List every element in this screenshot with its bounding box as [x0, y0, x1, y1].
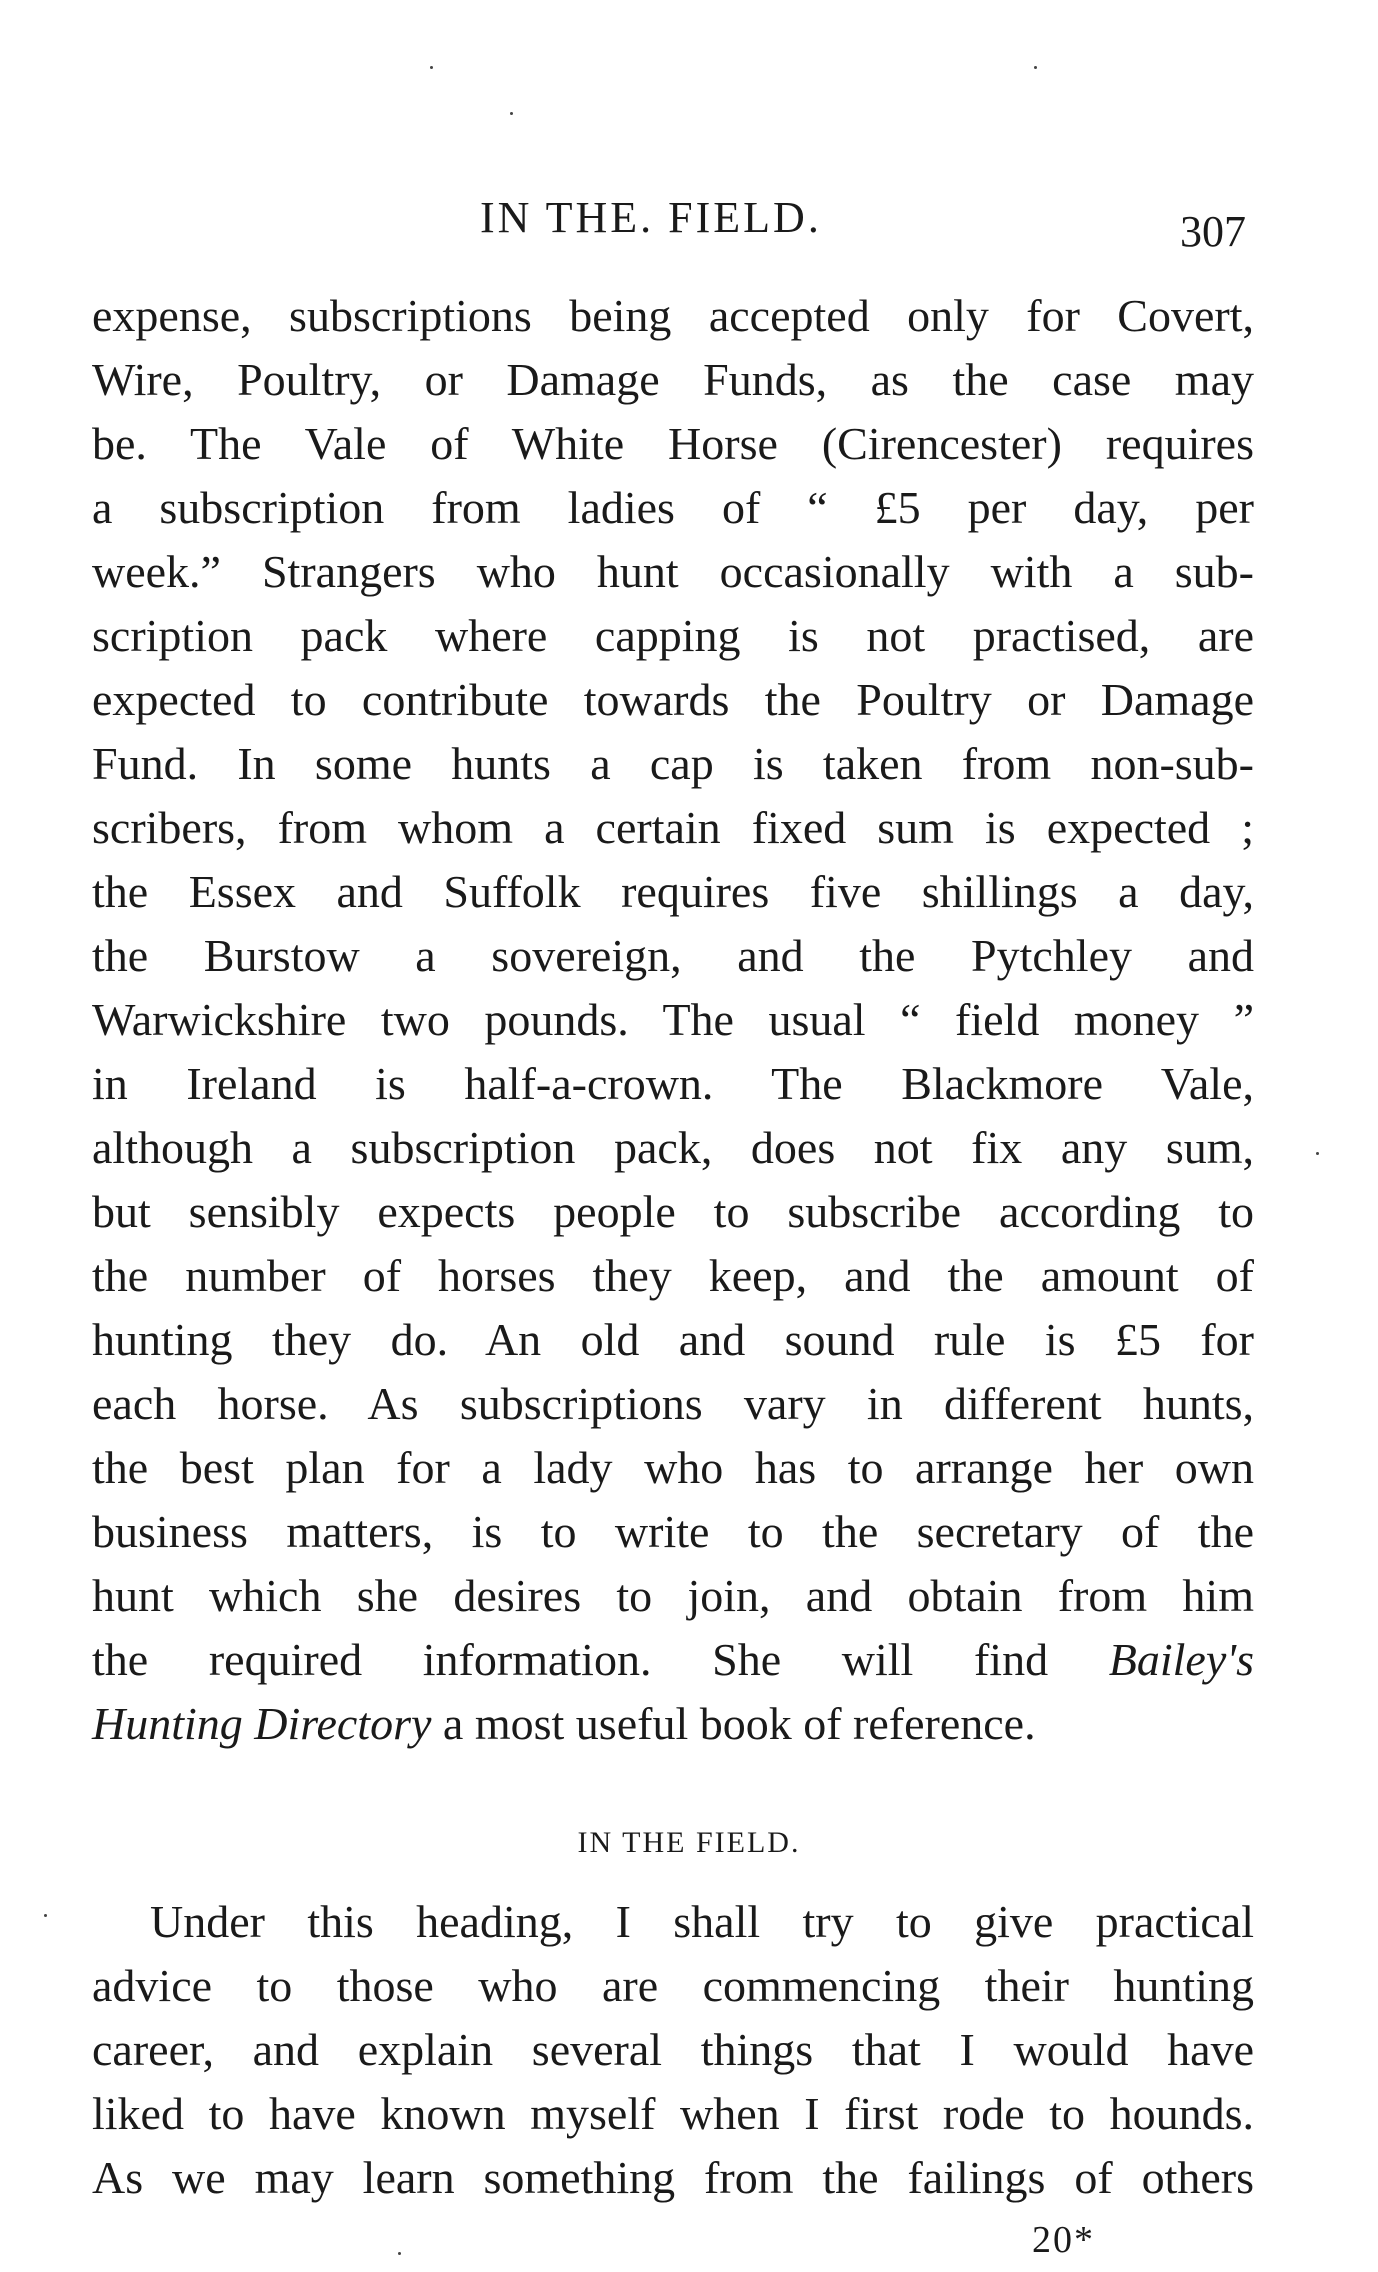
text-line: Fund. In some hunts a cap is taken from non-sub-: [92, 738, 1254, 789]
text-line: As we may learn something from the failings of others: [92, 2152, 1254, 2203]
text-line: business matters, is to write to the secretary of the: [92, 1506, 1254, 1557]
text-line: hunt which she desires to join, and obtain from him: [92, 1570, 1254, 1621]
text-line: Under this heading, I shall try to give practical: [150, 1896, 1254, 1947]
text-line: scribers, from whom a certain fixed sum is expected ;: [92, 802, 1254, 853]
text-line: expense, subscriptions being accepted only for Covert,: [92, 290, 1254, 341]
text-line: expected to contribute towards the Poultry or Damage: [92, 674, 1254, 725]
scan-speck: [510, 112, 513, 115]
section-heading: IN THE FIELD.: [577, 1826, 801, 1859]
text-line: week.” Strangers who hunt occasionally with a sub-: [92, 546, 1254, 597]
text-line: but sensibly expects people to subscribe according to: [92, 1186, 1254, 1237]
book-title-italic: Hunting Directory: [92, 1698, 432, 1749]
scan-speck: [1316, 1152, 1319, 1155]
text-line: the number of horses they keep, and the amount of: [92, 1250, 1254, 1301]
scan-speck: [430, 66, 433, 69]
text-line: in Ireland is half-a-crown. The Blackmore Vale,: [92, 1058, 1254, 1109]
text-segment: a most useful book of reference.: [431, 1698, 1036, 1749]
running-head: [0, 192, 1378, 256]
text-line: be. The Vale of White Horse (Cirencester) requires: [92, 418, 1254, 469]
text-line: [92, 1694, 1254, 1754]
text-line: Warwickshire two pounds. The usual “ field money ”: [92, 994, 1254, 1045]
text-line: Wire, Poultry, or Damage Funds, as the case may: [92, 354, 1254, 405]
text-line: liked to have known myself when I first rode to hounds.: [92, 2088, 1254, 2139]
book-title-italic: Bailey's: [1108, 1634, 1254, 1685]
text-line: each horse. As subscriptions vary in different hunts,: [92, 1378, 1254, 1429]
text-line: [92, 1630, 1254, 1690]
scan-speck: [1034, 66, 1037, 69]
text-line: the best plan for a lady who has to arrange her own: [92, 1442, 1254, 1493]
scan-speck: [44, 1914, 47, 1917]
text-line: although a subscription pack, does not fix any sum,: [92, 1122, 1254, 1173]
text-segment: the required information. She will find: [92, 1634, 1109, 1685]
page-number: 307: [1180, 207, 1246, 256]
running-title: IN THE. FIELD.: [480, 193, 822, 242]
text-line: a subscription from ladies of “ £5 per day, per: [92, 482, 1254, 533]
text-line: scription pack where capping is not practised, are: [92, 610, 1254, 661]
text-line: the Essex and Suffolk requires five shillings a day,: [92, 866, 1254, 917]
text-line: hunting they do. An old and sound rule is £5 for: [92, 1314, 1254, 1365]
text-line: career, and explain several things that I would have: [92, 2024, 1254, 2075]
signature-mark: 20*: [1032, 2219, 1095, 2261]
scan-speck: [398, 2252, 401, 2255]
text-line: advice to those who are commencing their hunting: [92, 1960, 1254, 2011]
text-line: the Burstow a sovereign, and the Pytchley and: [92, 930, 1254, 981]
